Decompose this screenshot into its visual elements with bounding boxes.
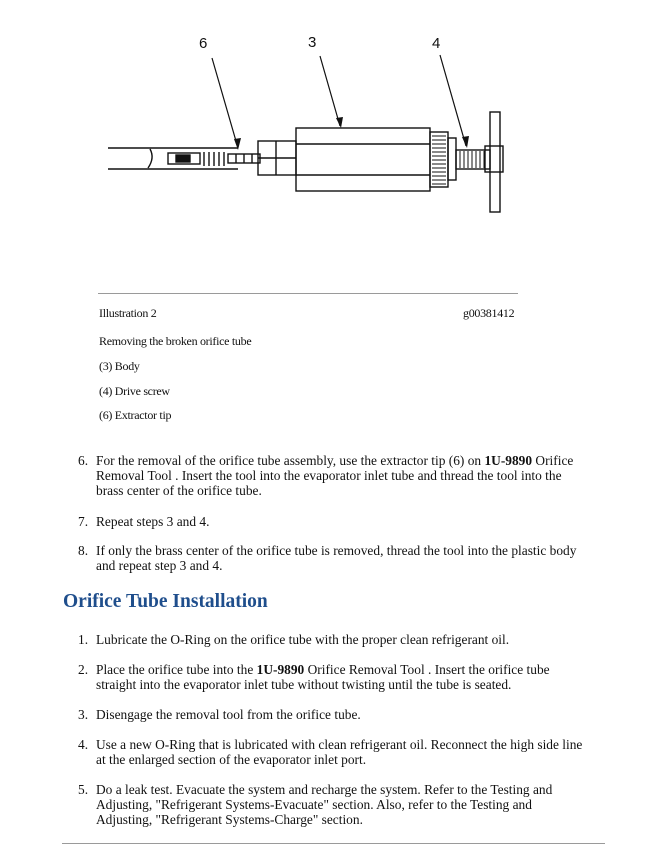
step-8: 8. If only the brass center of the orifice tube is removed, thread the tool into the plastic body and repeat step 3 and 4. — [78, 543, 577, 573]
callout-6: 6 — [199, 35, 208, 52]
figure-divider — [98, 293, 518, 294]
install-step-4: 4. Use a new O-Ring that is lubricated with clean refrigerant oil. Reconnect the high side line at the enlarged section of the evaporator inlet port. — [78, 737, 583, 767]
step-7: 7. Repeat steps 3 and 4. — [78, 514, 210, 529]
legend-body: (3) Body — [99, 359, 140, 373]
callout-3: 3 — [308, 34, 317, 51]
legend-extractor-tip: (6) Extractor tip — [99, 408, 172, 422]
install-step-3: 3. Disengage the removal tool from the orifice tube. — [78, 707, 361, 722]
part-number: 1U-9890 — [484, 453, 533, 468]
step-6: 6. For the removal of the orifice tube assembly, use the extractor tip (6) on 1U-9890 Orifice Removal Tool . Insert the tool into the evaporator inlet tube and thread the tool into the brass center of the orifice tube. — [78, 453, 574, 498]
orifice-tool-illustration — [0, 0, 670, 290]
legend-drive-screw: (4) Drive screw — [99, 384, 170, 398]
part-number: 1U-9890 — [256, 662, 305, 677]
install-step-1: 1. Lubricate the O-Ring on the orifice tube with the proper clean refrigerant oil. — [78, 632, 510, 647]
section-title: Orifice Tube Installation — [63, 591, 268, 612]
illustration-caption: Removing the broken orifice tube — [99, 334, 252, 348]
install-step-5: 5. Do a leak test. Evacuate the system and recharge the system. Refer to the Testing and Adjusting, "Refrigerant Systems-Evacuate" section. Also, refer to the Testing and Adjusting, "Refrigerant Systems-Charge" section. — [78, 782, 553, 827]
install-step-2: 2. Place the orifice tube into the 1U-9890 Orifice Removal Tool . Insert the orifice tube straight into the evaporator inlet tube without twisting until the tube is seated. — [78, 662, 550, 692]
illustration-label: Illustration 2 — [99, 306, 157, 320]
callout-4: 4 — [432, 35, 441, 52]
page-bottom-divider — [62, 843, 605, 844]
illustration-id: g00381412 — [463, 306, 515, 320]
